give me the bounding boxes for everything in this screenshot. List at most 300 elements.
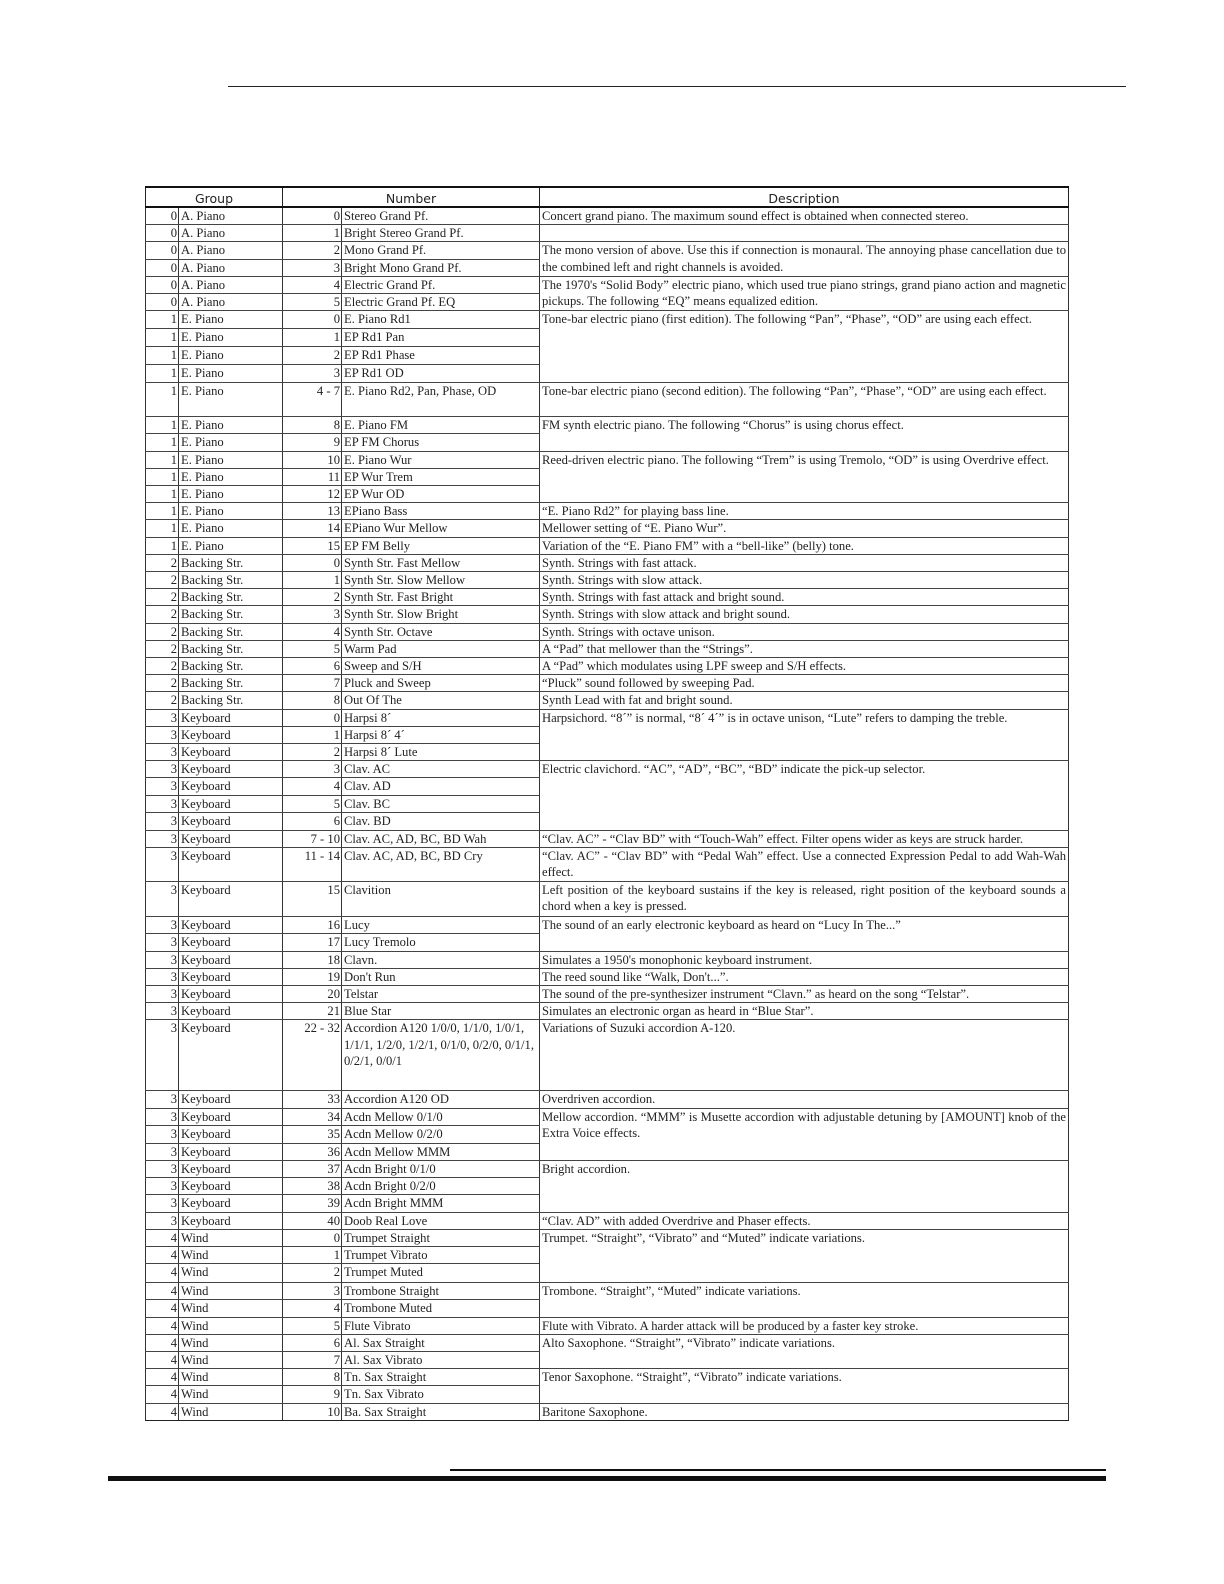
- description-cell: Reed-driven electric piano. The following “Trem” is using Tremolo, “OD” is using Overdrive effect.: [540, 451, 1069, 503]
- description-cell: The sound of the pre-synthesizer instrument “Clavn.” as heard on the song “Telstar”.: [540, 985, 1069, 1002]
- group-name-cell: Backing Str.: [179, 692, 283, 709]
- group-name-cell: Keyboard: [179, 968, 283, 985]
- group-number-cell: 1: [146, 365, 179, 383]
- tone-number-cell: 4: [283, 1300, 342, 1317]
- tone-number-cell: 39: [283, 1195, 342, 1212]
- tone-name-cell: Mono Grand Pf.: [342, 242, 540, 259]
- table-row: [146, 917, 1069, 934]
- group-name-cell: E. Piano: [179, 311, 283, 329]
- group-number-cell: 0: [146, 242, 179, 259]
- group-number-cell: 3: [146, 985, 179, 1002]
- tone-number-cell: 1: [283, 572, 342, 589]
- tone-number-cell: 2: [283, 744, 342, 761]
- group-name-cell: E. Piano: [179, 383, 283, 417]
- tone-number-cell: 0: [283, 311, 342, 329]
- group-number-cell: 3: [146, 1125, 179, 1143]
- description-cell: Mellower setting of “E. Piano Wur”.: [540, 520, 1069, 537]
- group-number-cell: 3: [146, 934, 179, 951]
- description-cell: Left position of the keyboard sustains if the key is released, right position of the keyboard sounds a chord when a key is pressed.: [540, 882, 1069, 917]
- tone-name-cell: Trombone Muted: [342, 1300, 540, 1317]
- tone-name-cell: Lucy: [342, 917, 540, 934]
- group-number-cell: 2: [146, 589, 179, 606]
- tone-name-cell: EP FM Chorus: [342, 434, 540, 451]
- table-row: [146, 276, 1069, 293]
- group-name-cell: E. Piano: [179, 347, 283, 365]
- tone-name-cell: Acdn Mellow 0/2/0: [342, 1125, 540, 1143]
- description-cell: “E. Piano Rd2” for playing bass line.: [540, 503, 1069, 520]
- table-row: [146, 1108, 1069, 1125]
- group-name-cell: Backing Str.: [179, 589, 283, 606]
- description-cell: [540, 225, 1069, 242]
- group-number-cell: 1: [146, 486, 179, 503]
- group-number-cell: 3: [146, 1143, 179, 1160]
- tone-name-cell: Flute Vibrato: [342, 1317, 540, 1334]
- group-name-cell: Keyboard: [179, 985, 283, 1002]
- group-name-cell: E. Piano: [179, 468, 283, 485]
- tone-name-cell: Clav. AC: [342, 761, 540, 778]
- description-cell: Trombone. “Straight”, “Muted” indicate variations.: [540, 1283, 1069, 1317]
- group-name-cell: Keyboard: [179, 882, 283, 917]
- tone-name-cell: EP FM Belly: [342, 537, 540, 554]
- group-name-cell: Wind: [179, 1246, 283, 1263]
- table-row: [146, 1020, 1069, 1091]
- group-number-cell: 1: [146, 537, 179, 554]
- tone-number-cell: 2: [283, 347, 342, 365]
- description-cell: Overdriven accordion.: [540, 1091, 1069, 1108]
- group-number-cell: 1: [146, 329, 179, 347]
- group-number-cell: 4: [146, 1334, 179, 1351]
- tone-name-cell: Pluck and Sweep: [342, 675, 540, 692]
- description-cell: Simulates an electronic organ as heard in “Blue Star”.: [540, 1003, 1069, 1020]
- table-row: [146, 968, 1069, 985]
- tone-number-cell: 5: [283, 1317, 342, 1334]
- table-row: [146, 761, 1069, 778]
- description-cell: Variations of Suzuki accordion A-120.: [540, 1020, 1069, 1091]
- group-name-cell: Wind: [179, 1351, 283, 1368]
- tone-number-cell: 16: [283, 917, 342, 934]
- tone-number-cell: 37: [283, 1160, 342, 1177]
- group-number-cell: 3: [146, 778, 179, 795]
- tone-name-cell: Synth Str. Slow Mellow: [342, 572, 540, 589]
- tone-name-cell: Clav. BC: [342, 795, 540, 812]
- tone-list-table-container: [145, 186, 1068, 1421]
- description-cell: Electric clavichord. “AC”, “AD”, “BC”, “BD” indicate the pick-up selector.: [540, 761, 1069, 831]
- description-cell: Synth. Strings with slow attack.: [540, 572, 1069, 589]
- tone-number-cell: 6: [283, 1334, 342, 1351]
- tone-number-cell: 22 - 32: [283, 1020, 342, 1091]
- tone-name-cell: E. Piano Wur: [342, 451, 540, 468]
- tone-number-cell: 20: [283, 985, 342, 1002]
- tone-number-cell: 9: [283, 434, 342, 451]
- tone-name-cell: E. Piano FM: [342, 417, 540, 434]
- group-number-cell: 3: [146, 1212, 179, 1229]
- tone-number-cell: 4: [283, 778, 342, 795]
- description-cell: The sound of an early electronic keyboard as heard on “Lucy In The...”: [540, 917, 1069, 951]
- tone-name-cell: Trumpet Straight: [342, 1229, 540, 1246]
- tone-name-cell: Acdn Bright MMM: [342, 1195, 540, 1212]
- tone-number-cell: 0: [283, 1229, 342, 1246]
- group-name-cell: Keyboard: [179, 778, 283, 795]
- tone-number-cell: 19: [283, 968, 342, 985]
- tone-number-cell: 10: [283, 451, 342, 468]
- tone-name-cell: Tn. Sax Straight: [342, 1369, 540, 1386]
- tone-number-cell: 0: [283, 554, 342, 571]
- group-name-cell: Wind: [179, 1369, 283, 1386]
- table-row: [146, 1160, 1069, 1177]
- group-name-cell: Keyboard: [179, 1160, 283, 1177]
- tone-number-cell: 0: [283, 207, 342, 225]
- description-cell: A “Pad” which modulates using LPF sweep and S/H effects.: [540, 658, 1069, 675]
- table-row: [146, 1403, 1069, 1420]
- table-row: [146, 692, 1069, 709]
- table-row: [146, 623, 1069, 640]
- group-number-cell: 2: [146, 572, 179, 589]
- tone-name-cell: Acdn Bright 0/2/0: [342, 1178, 540, 1195]
- group-number-cell: 3: [146, 1108, 179, 1125]
- group-name-cell: A. Piano: [179, 276, 283, 293]
- tone-number-cell: 8: [283, 1369, 342, 1386]
- top-rule: [228, 86, 1126, 87]
- group-name-cell: Backing Str.: [179, 640, 283, 657]
- bottom-rule-thick: [108, 1476, 1106, 1481]
- group-number-cell: 3: [146, 1178, 179, 1195]
- group-name-cell: E. Piano: [179, 486, 283, 503]
- tone-name-cell: EPiano Bass: [342, 503, 540, 520]
- group-number-cell: 4: [146, 1403, 179, 1420]
- group-name-cell: Keyboard: [179, 709, 283, 726]
- tone-name-cell: Clavn.: [342, 951, 540, 968]
- tone-number-cell: 2: [283, 589, 342, 606]
- tone-name-cell: Clav. AC, AD, BC, BD Cry: [342, 848, 540, 882]
- tone-number-cell: 9: [283, 1386, 342, 1403]
- description-cell: Simulates a 1950's monophonic keyboard instrument.: [540, 951, 1069, 968]
- table-row: [146, 640, 1069, 657]
- group-number-cell: 3: [146, 1160, 179, 1177]
- tone-number-cell: 38: [283, 1178, 342, 1195]
- group-name-cell: E. Piano: [179, 329, 283, 347]
- tone-name-cell: Trombone Straight: [342, 1283, 540, 1300]
- tone-name-cell: Trumpet Muted: [342, 1264, 540, 1283]
- table-row: [146, 311, 1069, 329]
- tone-name-cell: Don't Run: [342, 968, 540, 985]
- group-name-cell: Wind: [179, 1317, 283, 1334]
- tone-number-cell: 21: [283, 1003, 342, 1020]
- group-name-cell: Keyboard: [179, 1125, 283, 1143]
- group-name-cell: Wind: [179, 1229, 283, 1246]
- group-name-cell: A. Piano: [179, 242, 283, 259]
- tone-number-cell: 1: [283, 1246, 342, 1263]
- group-number-cell: 3: [146, 951, 179, 968]
- description-cell: The reed sound like “Walk, Don't...”.: [540, 968, 1069, 985]
- tone-name-cell: Synth Str. Fast Mellow: [342, 554, 540, 571]
- group-name-cell: Keyboard: [179, 1178, 283, 1195]
- tone-name-cell: Clav. AD: [342, 778, 540, 795]
- column-header-number: Number: [283, 187, 540, 207]
- tone-number-cell: 18: [283, 951, 342, 968]
- group-name-cell: Wind: [179, 1334, 283, 1351]
- description-cell: FM synth electric piano. The following “Chorus” is using chorus effect.: [540, 417, 1069, 451]
- table-row: [146, 589, 1069, 606]
- group-name-cell: E. Piano: [179, 520, 283, 537]
- tone-number-cell: 8: [283, 692, 342, 709]
- tone-number-cell: 5: [283, 294, 342, 311]
- description-cell: Harpsichord. “8´” is normal, “8´ 4´” is in octave unison, “Lute” refers to damping the treble.: [540, 709, 1069, 761]
- column-header-group: Group: [146, 187, 283, 207]
- group-name-cell: Backing Str.: [179, 554, 283, 571]
- table-row: [146, 451, 1069, 468]
- table-row: [146, 1334, 1069, 1351]
- group-name-cell: Keyboard: [179, 1143, 283, 1160]
- tone-number-cell: 6: [283, 658, 342, 675]
- group-number-cell: 3: [146, 882, 179, 917]
- description-cell: Tone-bar electric piano (first edition). The following “Pan”, “Phase”, “OD” are using each effect.: [540, 311, 1069, 383]
- group-number-cell: 1: [146, 347, 179, 365]
- tone-number-cell: 3: [283, 606, 342, 623]
- tone-name-cell: Synth Str. Octave: [342, 623, 540, 640]
- group-number-cell: 3: [146, 1020, 179, 1091]
- description-cell: “Pluck” sound followed by sweeping Pad.: [540, 675, 1069, 692]
- group-number-cell: 3: [146, 726, 179, 743]
- group-name-cell: Keyboard: [179, 795, 283, 812]
- table-row: [146, 985, 1069, 1002]
- group-number-cell: 4: [146, 1246, 179, 1263]
- tone-number-cell: 3: [283, 259, 342, 276]
- table-row: [146, 1369, 1069, 1386]
- table-row: [146, 882, 1069, 917]
- group-name-cell: Wind: [179, 1300, 283, 1317]
- group-name-cell: Keyboard: [179, 951, 283, 968]
- group-number-cell: 4: [146, 1317, 179, 1334]
- group-name-cell: Keyboard: [179, 1108, 283, 1125]
- group-name-cell: E. Piano: [179, 417, 283, 434]
- group-name-cell: Backing Str.: [179, 606, 283, 623]
- group-name-cell: E. Piano: [179, 451, 283, 468]
- tone-name-cell: Acdn Bright 0/1/0: [342, 1160, 540, 1177]
- tone-name-cell: Synth Str. Slow Bright: [342, 606, 540, 623]
- table-row: [146, 830, 1069, 847]
- group-name-cell: A. Piano: [179, 294, 283, 311]
- group-number-cell: 1: [146, 434, 179, 451]
- tone-name-cell: Harpsi 8´ Lute: [342, 744, 540, 761]
- group-name-cell: Backing Str.: [179, 623, 283, 640]
- description-cell: “Clav. AC” - “Clav BD” with “Touch-Wah” effect. Filter opens wider as keys are struck harder.: [540, 830, 1069, 847]
- tone-number-cell: 3: [283, 365, 342, 383]
- group-name-cell: Wind: [179, 1386, 283, 1403]
- group-number-cell: 3: [146, 917, 179, 934]
- tone-name-cell: Warm Pad: [342, 640, 540, 657]
- table-row: [146, 537, 1069, 554]
- table-row: [146, 572, 1069, 589]
- tone-name-cell: Clav. BD: [342, 812, 540, 830]
- group-number-cell: 4: [146, 1283, 179, 1300]
- group-number-cell: 4: [146, 1386, 179, 1403]
- group-name-cell: E. Piano: [179, 434, 283, 451]
- table-row: [146, 242, 1069, 259]
- tone-name-cell: Clavition: [342, 882, 540, 917]
- tone-number-cell: 5: [283, 640, 342, 657]
- group-name-cell: Keyboard: [179, 1020, 283, 1091]
- tone-name-cell: EP Rd1 Phase: [342, 347, 540, 365]
- description-cell: Synth. Strings with fast attack and bright sound.: [540, 589, 1069, 606]
- tone-name-cell: Blue Star: [342, 1003, 540, 1020]
- group-number-cell: 2: [146, 658, 179, 675]
- description-cell: Synth. Strings with slow attack and bright sound.: [540, 606, 1069, 623]
- tone-name-cell: Out Of The: [342, 692, 540, 709]
- tone-number-cell: 1: [283, 726, 342, 743]
- group-number-cell: 2: [146, 675, 179, 692]
- group-number-cell: 1: [146, 417, 179, 434]
- tone-name-cell: Acdn Mellow 0/1/0: [342, 1108, 540, 1125]
- table-row: [146, 951, 1069, 968]
- description-cell: Synth. Strings with fast attack.: [540, 554, 1069, 571]
- group-number-cell: 0: [146, 276, 179, 293]
- tone-number-cell: 8: [283, 417, 342, 434]
- table-row: [146, 383, 1069, 417]
- tone-number-cell: 2: [283, 1264, 342, 1283]
- description-cell: Synth Lead with fat and bright sound.: [540, 692, 1069, 709]
- group-number-cell: 3: [146, 1003, 179, 1020]
- tone-name-cell: E. Piano Rd1: [342, 311, 540, 329]
- tone-number-cell: 7: [283, 675, 342, 692]
- group-name-cell: E. Piano: [179, 365, 283, 383]
- tone-number-cell: 10: [283, 1403, 342, 1420]
- tone-number-cell: 4: [283, 623, 342, 640]
- description-cell: “Clav. AD” with added Overdrive and Phaser effects.: [540, 1212, 1069, 1229]
- group-number-cell: 0: [146, 225, 179, 242]
- tone-number-cell: 2: [283, 242, 342, 259]
- tone-name-cell: Synth Str. Fast Bright: [342, 589, 540, 606]
- group-name-cell: Backing Str.: [179, 658, 283, 675]
- tone-name-cell: Acdn Mellow MMM: [342, 1143, 540, 1160]
- description-cell: Bright accordion.: [540, 1160, 1069, 1212]
- group-name-cell: E. Piano: [179, 537, 283, 554]
- tone-name-cell: EPiano Wur Mellow: [342, 520, 540, 537]
- table-row: [146, 848, 1069, 882]
- tone-name-cell: Stereo Grand Pf.: [342, 207, 540, 225]
- group-number-cell: 2: [146, 606, 179, 623]
- table-row: [146, 503, 1069, 520]
- description-cell: The mono version of above. Use this if connection is monaural. The annoying phase cancellation due to the combined left and right channels is avoided.: [540, 242, 1069, 276]
- description-cell: Tenor Saxophone. “Straight”, “Vibrato” indicate variations.: [540, 1369, 1069, 1403]
- table-row: [146, 675, 1069, 692]
- group-name-cell: Wind: [179, 1283, 283, 1300]
- group-number-cell: 3: [146, 812, 179, 830]
- group-number-cell: 2: [146, 640, 179, 657]
- tone-name-cell: Tn. Sax Vibrato: [342, 1386, 540, 1403]
- group-name-cell: Keyboard: [179, 830, 283, 847]
- tone-number-cell: 3: [283, 761, 342, 778]
- group-name-cell: Keyboard: [179, 1003, 283, 1020]
- tone-name-cell: E. Piano Rd2, Pan, Phase, OD: [342, 383, 540, 417]
- table-row: [146, 554, 1069, 571]
- group-name-cell: Backing Str.: [179, 675, 283, 692]
- group-number-cell: 3: [146, 744, 179, 761]
- description-cell: Baritone Saxophone.: [540, 1403, 1069, 1420]
- table-row: [146, 658, 1069, 675]
- description-cell: “Clav. AC” - “Clav BD” with “Pedal Wah” effect. Use a connected Expression Pedal to add Wah-Wah effect.: [540, 848, 1069, 882]
- column-header-description: Description: [540, 187, 1069, 207]
- group-name-cell: Keyboard: [179, 917, 283, 934]
- tone-name-cell: Telstar: [342, 985, 540, 1002]
- tone-name-cell: Accordion A120 OD: [342, 1091, 540, 1108]
- table-body: [146, 207, 1069, 1420]
- group-name-cell: Keyboard: [179, 1212, 283, 1229]
- tone-number-cell: 13: [283, 503, 342, 520]
- tone-name-cell: Ba. Sax Straight: [342, 1403, 540, 1420]
- tone-number-cell: 36: [283, 1143, 342, 1160]
- group-number-cell: 3: [146, 848, 179, 882]
- description-cell: Tone-bar electric piano (second edition). The following “Pan”, “Phase”, “OD” are using each effect.: [540, 383, 1069, 417]
- group-number-cell: 0: [146, 207, 179, 225]
- group-number-cell: 4: [146, 1351, 179, 1368]
- tone-name-cell: Electric Grand Pf. EQ: [342, 294, 540, 311]
- group-number-cell: 4: [146, 1369, 179, 1386]
- table-row: [146, 709, 1069, 726]
- tone-number-cell: 1: [283, 225, 342, 242]
- tone-name-cell: Clav. AC, AD, BC, BD Wah: [342, 830, 540, 847]
- tone-name-cell: Al. Sax Vibrato: [342, 1351, 540, 1368]
- tone-number-cell: 11: [283, 468, 342, 485]
- group-number-cell: 1: [146, 383, 179, 417]
- tone-name-cell: Bright Mono Grand Pf.: [342, 259, 540, 276]
- tone-name-cell: Bright Stereo Grand Pf.: [342, 225, 540, 242]
- table-row: [146, 1091, 1069, 1108]
- group-name-cell: A. Piano: [179, 259, 283, 276]
- group-number-cell: 3: [146, 795, 179, 812]
- description-cell: Concert grand piano. The maximum sound effect is obtained when connected stereo.: [540, 207, 1069, 225]
- group-number-cell: 2: [146, 623, 179, 640]
- group-name-cell: Keyboard: [179, 1195, 283, 1212]
- group-name-cell: Keyboard: [179, 934, 283, 951]
- group-name-cell: Keyboard: [179, 848, 283, 882]
- tone-name-cell: Al. Sax Straight: [342, 1334, 540, 1351]
- description-cell: Variation of the “E. Piano FM” with a “bell-like” (belly) tone.: [540, 537, 1069, 554]
- table-row: [146, 1317, 1069, 1334]
- group-number-cell: 3: [146, 830, 179, 847]
- tone-number-cell: 3: [283, 1283, 342, 1300]
- tone-name-cell: EP Wur OD: [342, 486, 540, 503]
- group-number-cell: 1: [146, 468, 179, 485]
- description-cell: Alto Saxophone. “Straight”, “Vibrato” indicate variations.: [540, 1334, 1069, 1368]
- group-name-cell: Keyboard: [179, 744, 283, 761]
- tone-number-cell: 1: [283, 329, 342, 347]
- group-number-cell: 1: [146, 451, 179, 468]
- table-row: [146, 417, 1069, 434]
- tone-number-cell: 7: [283, 1351, 342, 1368]
- tone-name-cell: Harpsi 8´ 4´: [342, 726, 540, 743]
- tone-name-cell: EP Wur Trem: [342, 468, 540, 485]
- group-number-cell: 4: [146, 1264, 179, 1283]
- table-row: [146, 606, 1069, 623]
- table-row: [146, 207, 1069, 225]
- tone-name-cell: Lucy Tremolo: [342, 934, 540, 951]
- tone-number-cell: 35: [283, 1125, 342, 1143]
- bottom-rule-thin: [450, 1469, 1106, 1471]
- table-row: [146, 225, 1069, 242]
- group-number-cell: 0: [146, 294, 179, 311]
- tone-name-cell: EP Rd1 Pan: [342, 329, 540, 347]
- tone-list-table: [145, 186, 1069, 1421]
- tone-number-cell: 40: [283, 1212, 342, 1229]
- tone-number-cell: 15: [283, 882, 342, 917]
- group-number-cell: 4: [146, 1300, 179, 1317]
- group-number-cell: 3: [146, 761, 179, 778]
- tone-name-cell: Sweep and S/H: [342, 658, 540, 675]
- description-cell: Mellow accordion. “MMM” is Musette accordion with adjustable detuning by [AMOUNT] knob of the Extra Voice effects.: [540, 1108, 1069, 1160]
- group-number-cell: 1: [146, 503, 179, 520]
- tone-number-cell: 4: [283, 276, 342, 293]
- tone-number-cell: 11 - 14: [283, 848, 342, 882]
